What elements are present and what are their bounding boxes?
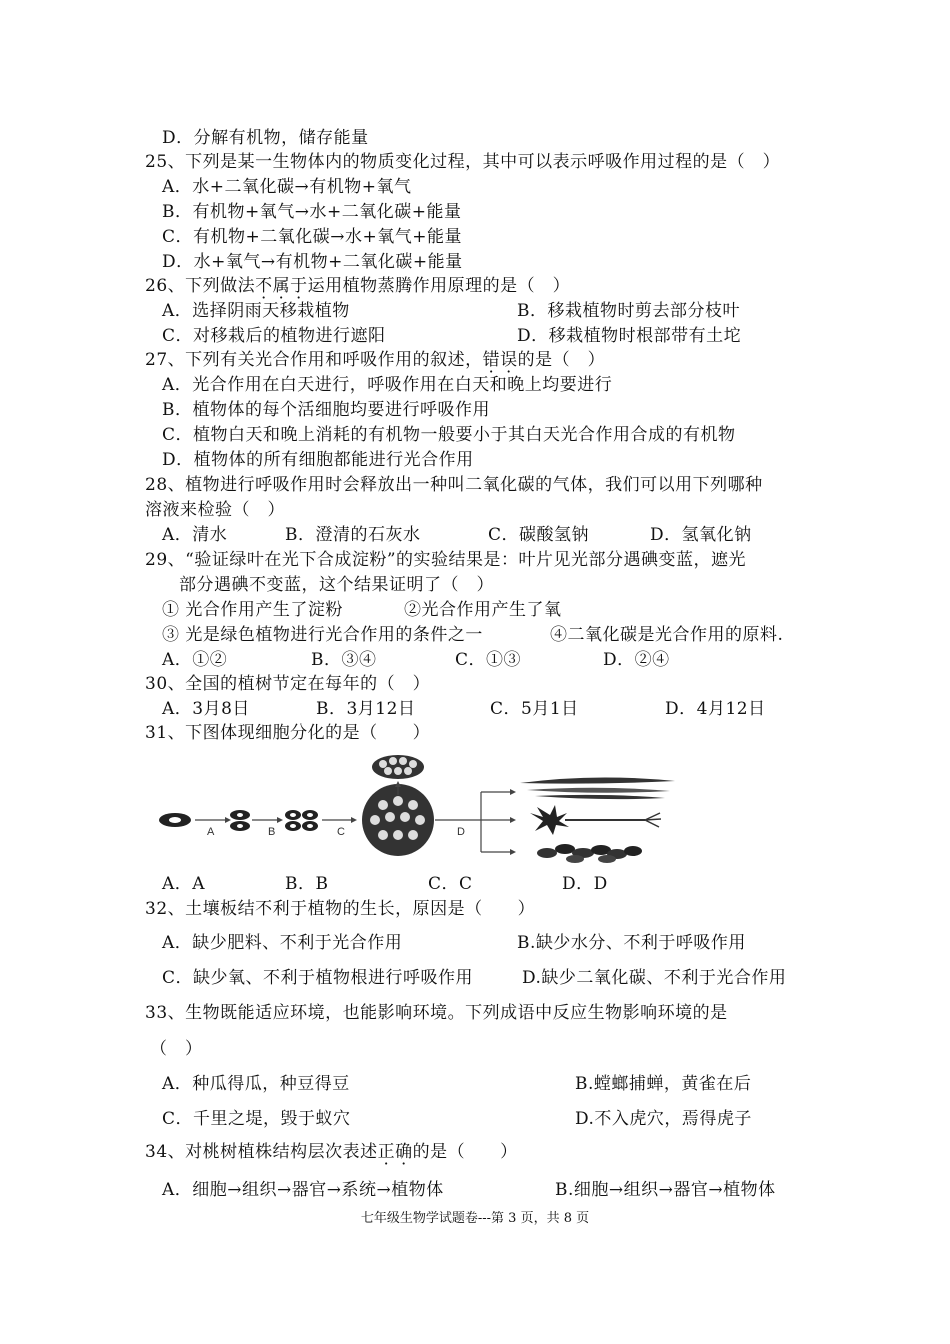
four-cells (285, 810, 318, 831)
neuron (530, 805, 661, 835)
statement-4: ④二氧化碳是光合作用的原料. (550, 625, 784, 645)
option-a: A．3月8日 (162, 699, 250, 719)
option-b: B.螳螂捕蝉，黄雀在后 (575, 1074, 752, 1094)
option-a: A．A (162, 874, 206, 894)
option-b: B．3月12日 (316, 699, 416, 719)
option-b: B．植物体的每个活细胞均要进行呼吸作用 (162, 400, 490, 420)
cell-differentiation-figure (155, 755, 685, 870)
question-stem: 29、“验证绿叶在光下合成淀粉”的实验结果是：叶片见光部分遇碘变蓝，遮光 (145, 550, 747, 570)
page-footer: 七年级生物学试题卷---第 3 页，共 8 页 (360, 1211, 590, 1226)
emphasis-char: 属 (272, 276, 291, 296)
option-c: C．植物白天和晚上消耗的有机物一般要小于其白天光合作用合成的有机物 (162, 425, 736, 445)
option-a: A．种瓜得瓜，种豆得豆 (162, 1074, 350, 1094)
option-d: D．移栽植物时根部带有土坨 (517, 326, 742, 346)
statement-3: ③ 光是绿色植物进行光合作用的条件之一 (162, 625, 483, 645)
option-b: B．澄清的石灰水 (285, 525, 421, 545)
question-stem: 32、土壤板结不利于植物的生长，原因是（ ） (145, 899, 536, 919)
option-c: C．①③ (455, 650, 522, 670)
blood-cells (537, 844, 642, 863)
option-c: C．缺少氧、不利于植物根进行呼吸作用 (162, 968, 474, 988)
question-stem: 28、植物进行呼吸作用时会释放出一种叫二氧化碳的气体，我们可以用下列哪种 (145, 475, 763, 495)
label-d: D (457, 826, 465, 838)
statement-1: ① 光合作用产生了淀粉 (162, 600, 343, 620)
two-cells (230, 810, 250, 831)
option-a: A．细胞→组织→器官→系统→植物体 (162, 1180, 444, 1200)
emphasis-char: 误 (500, 350, 518, 370)
option-d: D．植物体的所有细胞都能进行光合作用 (162, 450, 474, 470)
emphasis-char: 确 (395, 1142, 413, 1162)
question-stem: 30、全国的植树节定在每年的（ ） (145, 674, 431, 694)
question-stem: 33、生物既能适应环境，也能影响环境。下列成语中反应生物影响环境的是 (145, 1003, 728, 1023)
question-stem-cont: 溶液来检验（ ） (145, 500, 285, 520)
option-a: A．清水 (162, 525, 228, 545)
option-c: C．对移栽后的植物进行遮阳 (162, 326, 386, 346)
top-cell-cluster (372, 755, 424, 779)
emphasis-char: 于 (290, 276, 308, 296)
option-b: B．移栽植物时剪去部分枝叶 (517, 301, 740, 321)
option-c: C．有机物+二氧化碳→水+氧气+能量 (162, 227, 462, 247)
emphasis-char: 正 (377, 1142, 396, 1162)
option-b: B．B (285, 874, 329, 894)
option-b: B.缺少水分、不利于呼吸作用 (517, 933, 746, 953)
option-a: A．水+二氧化碳→有机物+氧气 (162, 177, 412, 197)
option-d: D.缺少二氧化碳、不利于光合作用 (522, 968, 787, 988)
option-d: D.不入虎穴，焉得虎子 (575, 1109, 752, 1129)
label-c: C (337, 826, 345, 838)
option-c: C．碳酸氢钠 (488, 525, 590, 545)
option-b: B.细胞→组织→器官→植物体 (555, 1180, 776, 1200)
question-stem-cont: 部分遇碘不变蓝，这个结果证明了（ ） (179, 575, 494, 595)
question-stem-cont: （ ） (150, 1039, 203, 1059)
option-d: D．D (562, 874, 608, 894)
branching-arrows (481, 789, 516, 855)
option-a: A．①② (162, 650, 228, 670)
label-a: A (207, 826, 215, 838)
question-stem: 34、对桃树植株结构层次表述正确的是（ ） (145, 1142, 518, 1162)
statement-2: ②光合作用产生了氧 (404, 600, 562, 620)
label-b: B (268, 826, 276, 838)
question-stem: 27、下列有关光合作用和呼吸作用的叙述，错误的是（ ） (145, 350, 606, 370)
muscle-tissue (520, 777, 675, 799)
question-stem: 25、下列是某一生物体内的物质变化过程，其中可以表示呼吸作用过程的是（ ） (145, 152, 781, 172)
option-a: A．选择阴雨天移栽植物 (162, 301, 350, 321)
option-a: A．光合作用在白天进行，呼吸作用在白天和晚上均要进行 (162, 375, 613, 395)
option-d: D．②④ (603, 650, 670, 670)
option-d: D．水+氧气→有机物+二氧化碳+能量 (162, 252, 463, 272)
option-b: B．有机物+氧气→水+二氧化碳+能量 (162, 202, 462, 222)
option-a: A．缺少肥料、不利于光合作用 (162, 933, 403, 953)
question-stem: 31、下图体现细胞分化的是（ ） (145, 723, 431, 743)
option-b: B．③④ (311, 650, 377, 670)
emphasis-char: 错 (482, 350, 501, 370)
option-c: C．千里之堤，毁于蚁穴 (162, 1109, 351, 1129)
option-d: D．氢氧化钠 (650, 525, 752, 545)
emphasis-char: 不 (255, 276, 273, 296)
question-stem: 26、下列做法不属于运用植物蒸腾作用原理的是（ ） (145, 276, 571, 296)
option-d: D．4月12日 (665, 699, 766, 719)
single-cell (159, 813, 191, 827)
option-d: D．分解有机物，储存能量 (162, 128, 369, 148)
option-c: C．C (428, 874, 473, 894)
option-c: C．5月1日 (490, 699, 579, 719)
